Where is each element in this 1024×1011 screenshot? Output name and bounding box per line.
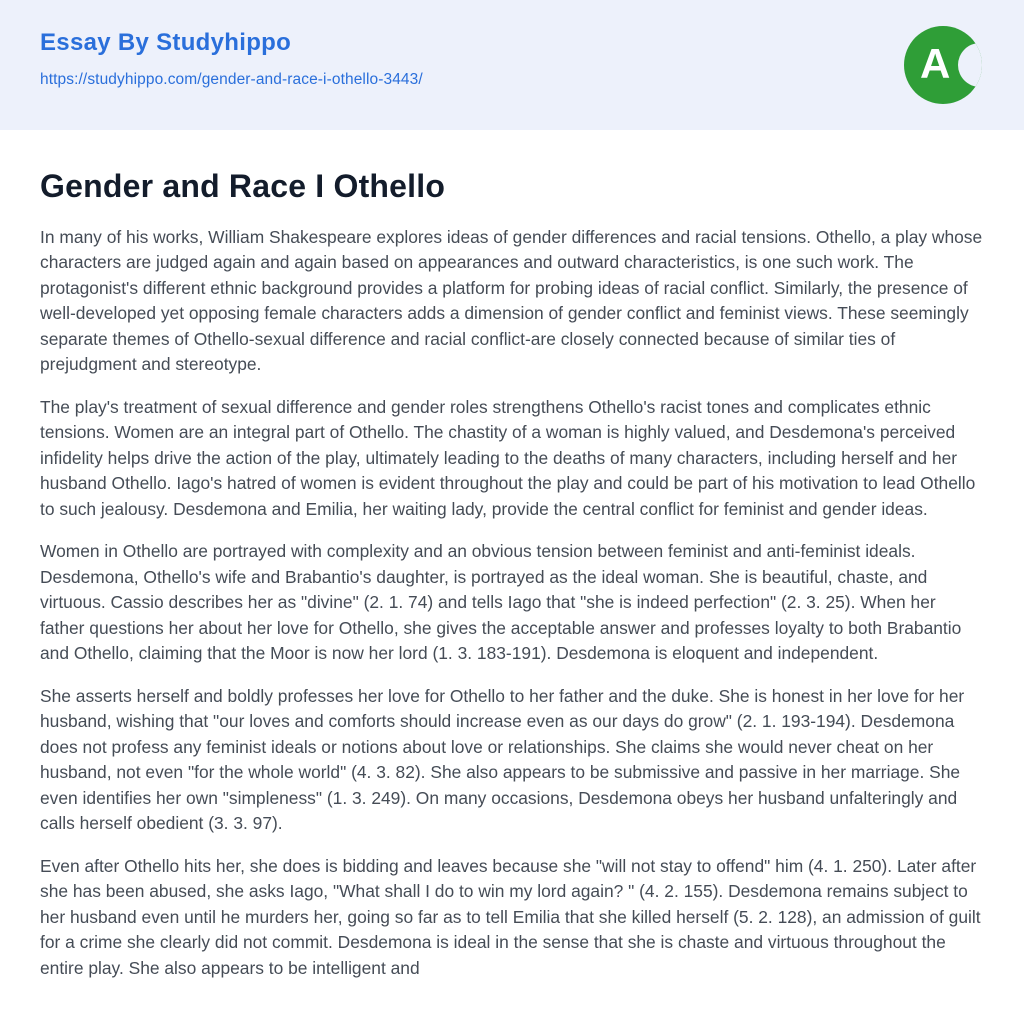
essay-byline: Essay By Studyhippo: [40, 29, 292, 56]
essay-paragraph-3: Women in Othello are portrayed with complexity and an obvious tension between feminist and anti-feminist ideals. Desdemona, Othello's wife and Brabantio's daughter, is portrayed as the ideal woman. She is beautiful, chaste, and virtuous. Cassio describes her as "divine" (2. 1. 74) and tells Iago that "she is indeed perfection" (2. 3. 25). When her father questions her about her love for Othello, she gives the acceptable answer and professes loyalty to both Brabantio and Othello, claiming that the Moor is now her lord (1. 3. 183-191). Desdemona is eloquent and independent.: [40, 541, 962, 664]
essay-paragraph-2: The play's treatment of sexual difference and gender roles strengthens Othello's racist tones and complicates ethnic tensions. Women are an integral part of Othello. The chastity of a woman is highly valued, and Desdemona's perceived infidelity helps drive the action of the play, ultimately leading to the deaths of many characters, including herself and her husband Othello. Iago's hatred of women is evident throughout the play and could be part of his motivation to lead Othello to such jealousy. Desdemona and Emilia, her waiting lady, provide the central conflict for feminist and gender ideas.: [40, 396, 976, 519]
page-title: Gender and Race I Othello: [40, 168, 446, 204]
studyhippo-logo: [904, 26, 982, 104]
logo-circle-icon: [904, 26, 982, 104]
essay-content: [0, 130, 1024, 981]
logo-letter: A: [920, 40, 951, 88]
page-header: [0, 0, 1024, 130]
essay-paragraph-4: She asserts herself and boldly professes her love for Othello to her father and the duke. She is honest in her love for her husband, wishing that "our loves and comforts should increase even as our days do grow" (2. 1. 193-194). Desdemona does not profess any feminist ideals or notions about love or relationships. She claims she would never cheat on her husband, not even "for the whole world" (4. 3. 82). She also appears to be submissive and passive in her marriage. She even identifies her own "simpleness" (1. 3. 249). On many occasions, Desdemona obeys her husband unfalteringly and calls herself obedient (3. 3. 97).: [40, 685, 965, 834]
essay-paragraph-1: In many of his works, William Shakespeare explores ideas of gender differences and racial tensions. Othello, a play whose characters are judged again and again based on appearances and outward characteristics, is one such work. The protagonist's different ethnic background provides a platform for probing ideas of racial conflict. Similarly, the presence of well-developed yet opposing female characters adds a dimension of gender conflict and feminist views. These seemingly separate themes of Othello-sexual difference and racial conflict-are closely connected because of similar ties of prejudgment and stereotype.: [40, 226, 983, 375]
source-url-link[interactable]: https://studyhippo.com/gender-and-race-i-othello-3443/: [40, 71, 423, 89]
essay-paragraph-5: Even after Othello hits her, she does is bidding and leaves because she "will not stay to offend" him (4. 1. 250). Later after she has been abused, she asks Iago, "What shall I do to win my lord again? " (4. 2. 155). Desdemona remains subject to her husband even until he murders her, going so far as to tell Emilia that she killed herself (5. 2. 128), an admission of guilt for a crime she clearly did not commit. Desdemona is ideal in the sense that she is chaste and virtuous throughout the entire play. She also appears to be intelligent and: [40, 855, 981, 978]
logo-crescent-notch: [958, 43, 982, 87]
